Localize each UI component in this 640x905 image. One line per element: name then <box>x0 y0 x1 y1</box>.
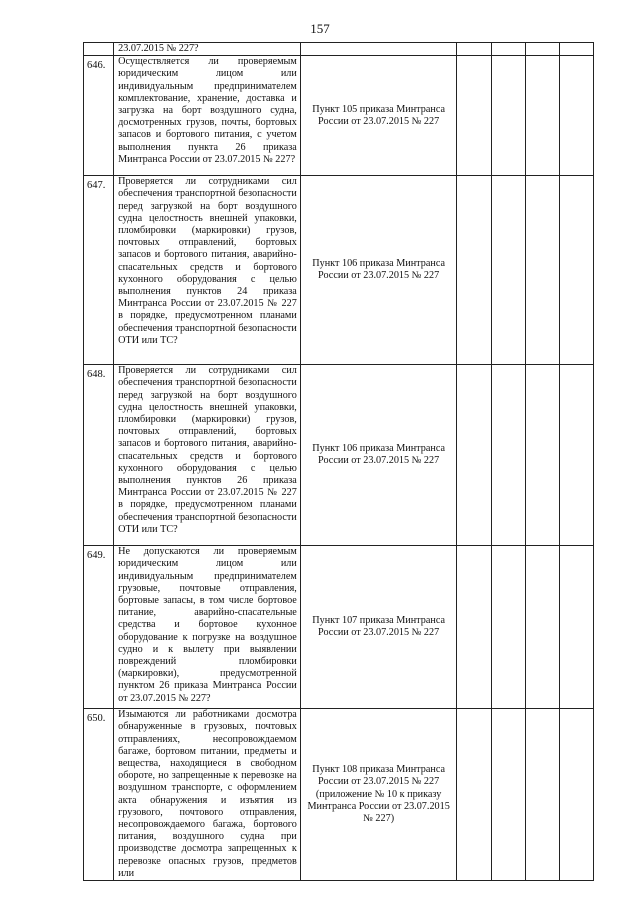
cell-check <box>491 709 525 881</box>
cell-check <box>559 546 593 709</box>
cell-check <box>457 43 491 56</box>
cell-check <box>491 56 525 176</box>
cell-number <box>84 43 114 56</box>
cell-check <box>457 709 491 881</box>
cell-check <box>491 546 525 709</box>
table-row <box>84 56 594 176</box>
row-reference: Пункт 106 приказа Минтранса России от 23.07.2015 № 227 <box>300 176 457 365</box>
table-row <box>84 365 594 546</box>
row-number: 648. <box>84 365 114 546</box>
row-question: Изымаются ли работниками досмотра обнаруженные в грузовых, почтовых отправлениях, несопровождаемом багаже, бортовом питании, предметы и вещества, находящиеся в свободном обороте, но запрещенные к перевозке на воздушном транспорте, с оформлением акта обнаружения и изъятия из грузового, почтового отправления, несопровождаемого багажа, бортового питания, воздушного судна при производстве досмотра запрещенных к перевозке опасных грузов, предметов или <box>114 709 301 881</box>
cell-check <box>491 176 525 365</box>
cell-question: 23.07.2015 № 227? <box>114 43 301 56</box>
table-row <box>84 546 594 709</box>
row-question: Не допускаются ли проверяемым юридическим лицом или индивидуальным предпринимателем грузовые, почтовые отправления, бортовые запасы, в том числе бортовое питание, аварийно-спасательные средства и бортовое кухонное оборудование к погрузке на воздушное судно и к вылету при выявлении повреждений пломбировки (маркировки), предусмотренной пунктом 26 приказа Минтранса России от 23.07.2015 № 227? <box>114 546 301 709</box>
cell-check <box>525 43 559 56</box>
cell-check <box>457 546 491 709</box>
cell-check <box>559 43 593 56</box>
row-question: Проверяется ли сотрудниками сил обеспечения транспортной безопасности перед загрузкой на борт воздушного судна целостность внешней упаковки, пломбировки (маркировки) грузов, почтовых отправлений, бортовых запасов и бортового питания, аварийно-спасательных средств и бортового кухонного оборудования с целью выполнения пунктов 26 приказа Минтранса России от 23.07.2015 № 227 в порядке, предусмотренном планами обеспечения транспортной безопасности ОТИ или ТС? <box>114 365 301 546</box>
cell-check <box>559 365 593 546</box>
row-question: Осуществляется ли проверяемым юридическим лицом или индивидуальным предпринимателем комплектование, хранение, доставка и загрузка на борт воздушного судна, досмотренных грузов, почты, бортовых запасов и бортового питания, с учетом выполнения пункта 26 приказа Минтранса России от 23.07.2015 № 227? <box>114 56 301 176</box>
table-row <box>84 176 594 365</box>
cell-check <box>559 176 593 365</box>
cell-check <box>525 546 559 709</box>
row-number: 647. <box>84 176 114 365</box>
cell-check <box>525 365 559 546</box>
cell-check <box>491 365 525 546</box>
cell-check <box>525 176 559 365</box>
page-number: 157 <box>310 21 330 36</box>
row-reference: Пункт 108 приказа Минтранса России от 23.07.2015 № 227 (приложение № 10 к приказу Минтранса России от 23.07.2015 № 227) <box>300 709 457 881</box>
cell-reference <box>300 43 457 56</box>
row-reference: Пункт 105 приказа Минтранса России от 23.07.2015 № 227 <box>300 56 457 176</box>
row-number: 646. <box>84 56 114 176</box>
cell-check <box>457 176 491 365</box>
cell-check <box>559 709 593 881</box>
checklist-table <box>83 42 594 881</box>
row-question: Проверяется ли сотрудниками сил обеспечения транспортной безопасности перед загрузкой на борт воздушного судна целостность внешней упаковки, пломбировки (маркировки) грузов, почтовых отправлений, бортовых запасов и бортового питания, аварийно-спасательных средств и бортового кухонного оборудования с целью выполнения пунктов 24 приказа Минтранса России от 23.07.2015 № 227 в порядке, предусмотренном планами обеспечения транспортной безопасности ОТИ или ТС? <box>114 176 301 365</box>
row-reference: Пункт 107 приказа Минтранса России от 23.07.2015 № 227 <box>300 546 457 709</box>
cell-check <box>457 365 491 546</box>
cell-check <box>559 56 593 176</box>
cell-check <box>525 56 559 176</box>
cell-check <box>525 709 559 881</box>
row-number: 649. <box>84 546 114 709</box>
table-row-continued <box>84 43 594 56</box>
row-reference: Пункт 106 приказа Минтранса России от 23.07.2015 № 227 <box>300 365 457 546</box>
cell-check <box>457 56 491 176</box>
cell-check <box>491 43 525 56</box>
row-number: 650. <box>84 709 114 881</box>
table-row <box>84 709 594 881</box>
